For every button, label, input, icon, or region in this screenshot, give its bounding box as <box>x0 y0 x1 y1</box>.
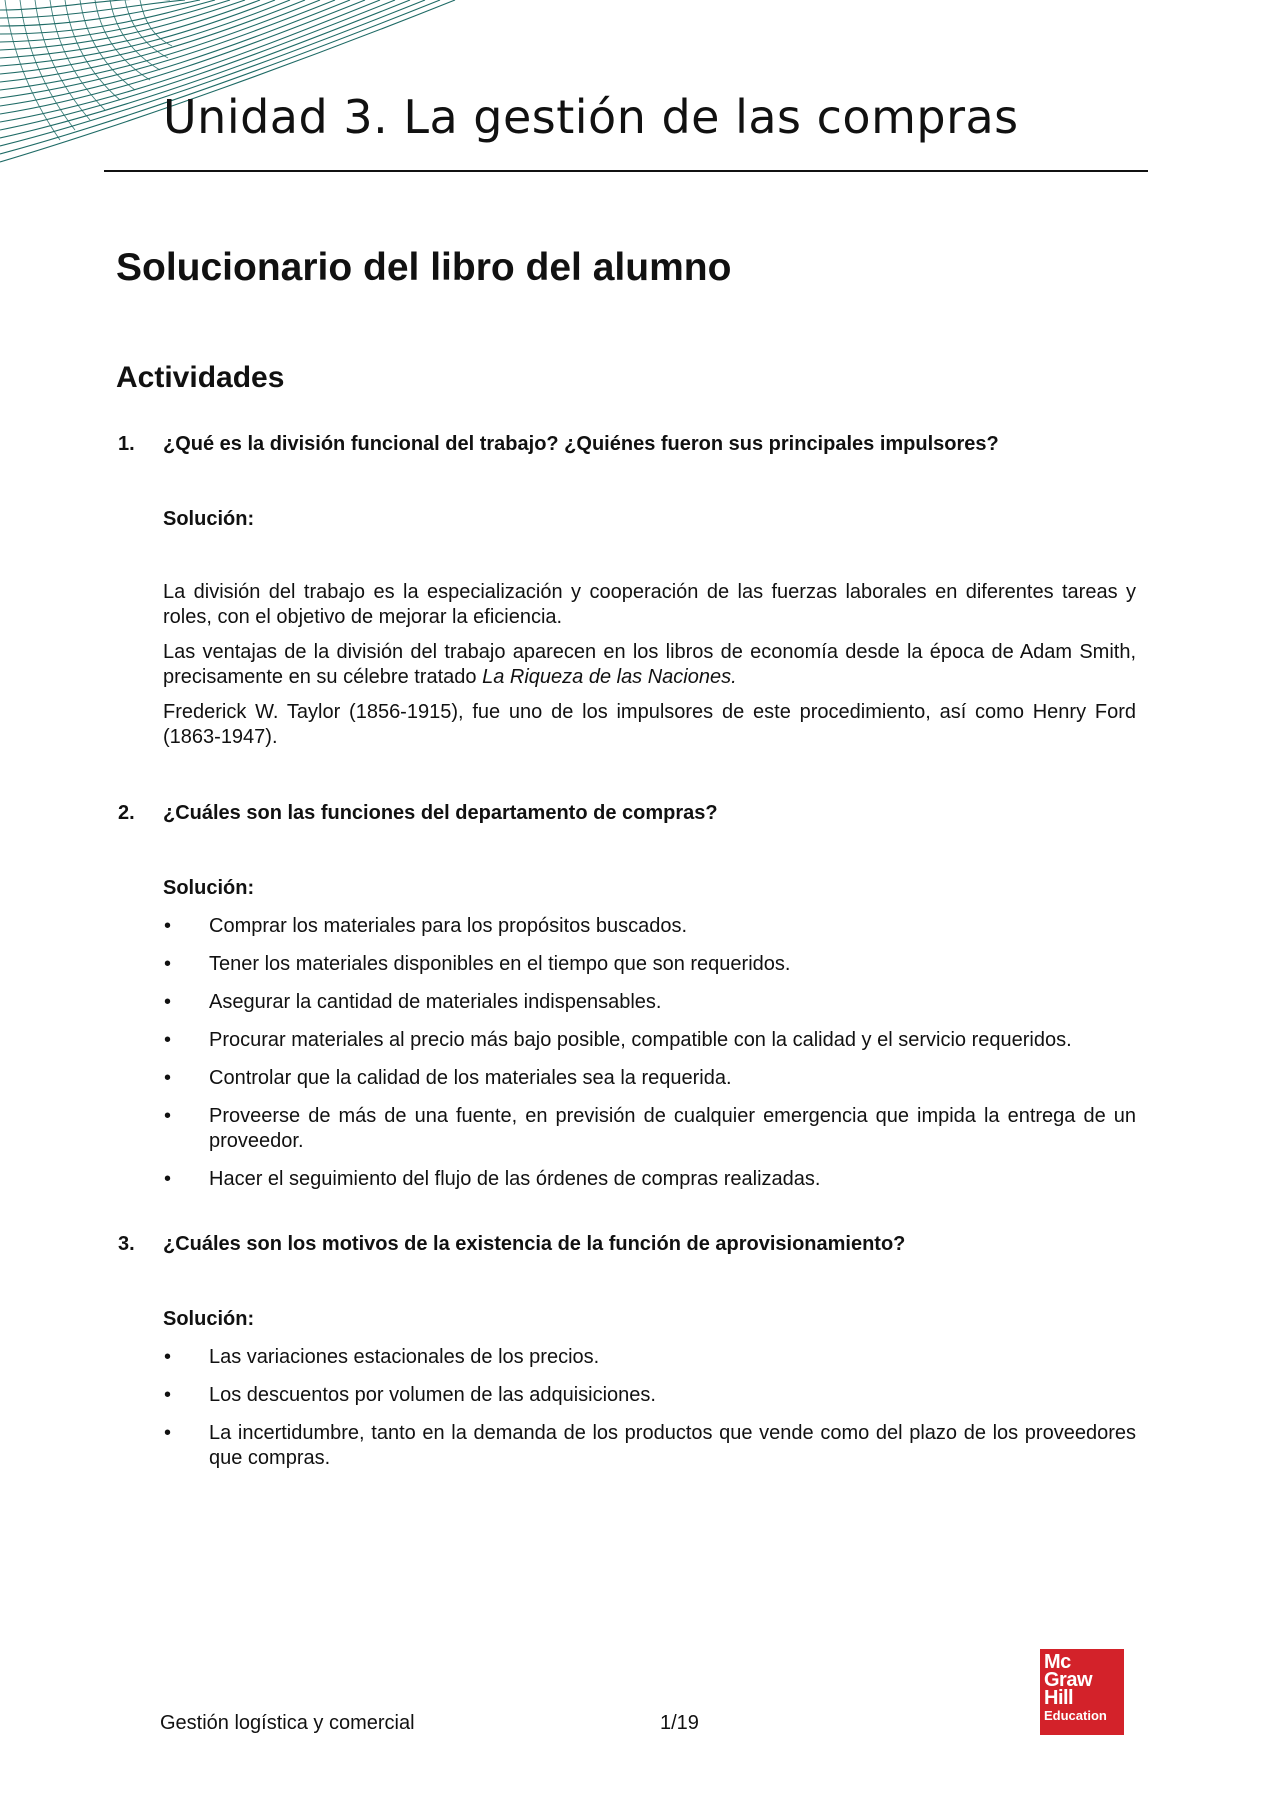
question-3-block <box>116 1230 1136 1471</box>
solution-list <box>116 914 1136 1192</box>
publisher-logo <box>1040 1649 1124 1735</box>
question-number: 1. <box>118 433 135 455</box>
unit-title: Unidad 3. La gestión de las compras <box>163 90 1019 144</box>
question-text: ¿Qué es la división funcional del trabajo? ¿Quiénes fueron sus principales impulsores? <box>163 433 999 455</box>
paragraph: La división del trabajo es la especialización y cooperación de las fuerzas laborales en diferentes tareas y roles, con el objetivo de mejorar la eficiencia. <box>163 581 1136 628</box>
question-number: 3. <box>118 1233 135 1255</box>
logo-line: Education <box>1044 1708 1107 1723</box>
list-item <box>116 1066 1136 1091</box>
book-title: La Riqueza de las Naciones. <box>482 666 737 688</box>
header-divider <box>104 170 1148 172</box>
list-item <box>116 914 1136 939</box>
bullet-icon: • <box>164 1422 172 1444</box>
list-item <box>116 1421 1136 1471</box>
paragraph <box>163 640 1136 690</box>
list-item-text: La incertidumbre, tanto en la demanda de los productos que vende como del plazo de los proveedores que compras. <box>209 1422 1136 1469</box>
bullet-icon: • <box>164 915 172 937</box>
list-item-text: Las variaciones estacionales de los precios. <box>209 1346 600 1368</box>
list-item <box>116 1104 1136 1154</box>
solution-list <box>116 1345 1136 1471</box>
question-3 <box>116 1230 1136 1258</box>
list-item <box>116 952 1136 977</box>
bullet-icon: • <box>164 1067 172 1089</box>
bullet-icon: • <box>164 1105 172 1127</box>
bullet-icon: • <box>164 1168 172 1190</box>
list-item <box>116 1345 1136 1370</box>
question-number: 2. <box>118 802 135 824</box>
header-wave-decoration <box>0 0 500 175</box>
list-item-text: Asegurar la cantidad de materiales indispensables. <box>209 991 662 1013</box>
list-item <box>116 1383 1136 1408</box>
list-item <box>116 990 1136 1015</box>
solution-label: Solución: <box>163 1308 255 1330</box>
list-item-text: Controlar que la calidad de los materiales sea la requerida. <box>209 1067 732 1089</box>
section-heading: Actividades <box>116 361 285 394</box>
paragraph: Frederick W. Taylor (1856-1915), fue uno de los impulsores de este procedimiento, así como Henry Ford (1863-1947). <box>163 701 1136 748</box>
bullet-icon: • <box>164 1346 172 1368</box>
bullet-icon: • <box>164 1029 172 1051</box>
question-1-block <box>116 430 1136 750</box>
question-text: ¿Cuáles son las funciones del departamento de compras? <box>163 802 718 824</box>
solution-label: Solución: <box>163 508 255 530</box>
question-text: ¿Cuáles son los motivos de la existencia de la función de aprovisionamiento? <box>163 1233 906 1255</box>
bullet-icon: • <box>164 953 172 975</box>
bullet-icon: • <box>164 991 172 1013</box>
page-number: 1/19 <box>660 1712 699 1734</box>
logo-line: Graw <box>1044 1669 1093 1691</box>
logo-line: Mc <box>1044 1651 1071 1673</box>
question-2-block <box>116 799 1136 1192</box>
list-item-text: Los descuentos por volumen de las adquisiciones. <box>209 1384 656 1406</box>
logo-line: Hill <box>1044 1687 1074 1709</box>
question-1 <box>116 430 1136 458</box>
paragraph-text: Las ventajas de la división del trabajo aparecen en los libros de economía desde la época de Adam Smith, precisamente en su célebre tratado <box>163 641 1136 688</box>
solution-label: Solución: <box>163 877 255 899</box>
list-item-text: Procurar materiales al precio más bajo posible, compatible con la calidad y el servicio requeridos. <box>209 1029 1072 1051</box>
list-item <box>116 1028 1136 1053</box>
document-title: Solucionario del libro del alumno <box>116 246 732 289</box>
list-item-text: Comprar los materiales para los propósitos buscados. <box>209 915 687 937</box>
list-item <box>116 1167 1136 1192</box>
bullet-icon: • <box>164 1384 172 1406</box>
list-item-text: Tener los materiales disponibles en el tiempo que son requeridos. <box>209 953 791 975</box>
list-item-text: Hacer el seguimiento del flujo de las órdenes de compras realizadas. <box>209 1168 821 1190</box>
footer-course: Gestión logística y comercial <box>160 1712 415 1734</box>
question-2 <box>116 799 1136 827</box>
list-item-text: Proveerse de más de una fuente, en previsión de cualquier emergencia que impida la entrega de un proveedor. <box>209 1105 1136 1152</box>
main-content <box>116 240 1136 1484</box>
